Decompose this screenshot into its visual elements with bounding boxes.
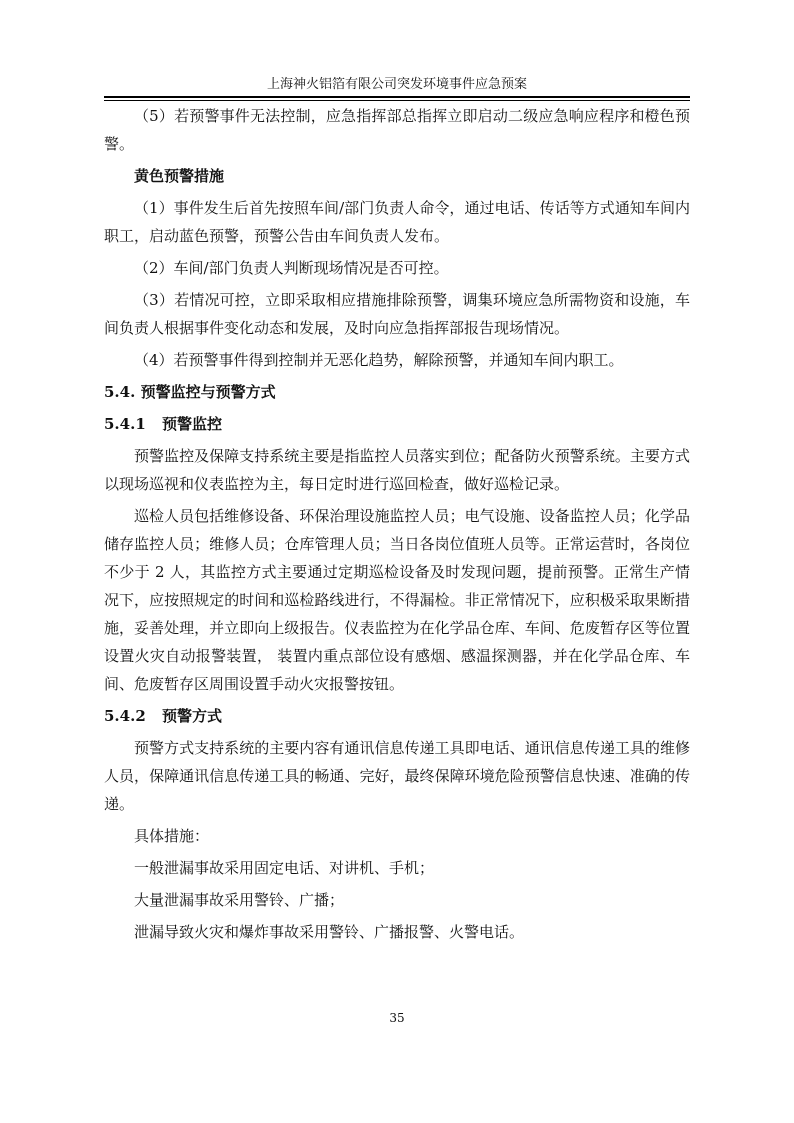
paragraph-inspection-staff: 巡检人员包括维修设备、环保治理设施监控人员；电气设施、设备监控人员；化学品储存监控人员；维修人员；仓库管理人员；当日各岗位值班人员等。正常运营时，各岗位不少于 2 人，其监控方式主要通过定期巡检设备及时发现问题，提前预警。正常生产情况下，应按照规定的时间和巡检路线进行，不得漏检。非正常情况下，应积极采取果断措施，妥善处理，并立即向上级报告。仪表监控为在化学品仓库、车间、危废暂存区等位置设置火灾自动报警装置， 装置内重点部位设有感烟、感温探测器，并在化学品仓库、车间、危废暂存区周围设置手动火灾报警按钮。	[104, 507, 690, 693]
paragraph-fire-explosion: 泄漏导致火灾和爆炸事故采用警铃、广播报警、火警电话。	[134, 923, 525, 941]
header-rule-thin	[104, 100, 690, 101]
section-heading-5-4-2	[104, 702, 690, 730]
running-header: 上海神火铝箔有限公司突发环境事件应急预案	[266, 77, 527, 92]
section-number: 5.4.	[104, 383, 136, 401]
section-title: 预警监控	[162, 415, 223, 433]
paragraph-yellow-step-3: （3）若情况可控，立即采取相应措施排除预警，调集环境应急所需物资和设施，车间负责人根据事件变化动态和发展，及时向应急指挥部报告现场情况。	[104, 291, 690, 337]
header-rule-thick	[104, 96, 690, 98]
section-title: 预警监控与预警方式	[140, 383, 276, 401]
section-heading-5-4	[104, 378, 690, 406]
subheading-yellow-warning: 黄色预警措施	[134, 167, 225, 185]
page-number: 35	[389, 1011, 405, 1025]
paragraph-minor-leak: 一般泄漏事故采用固定电话、对讲机、手机；	[134, 859, 435, 877]
paragraph-orange-warning: （5）若预警事件无法控制，应急指挥部总指挥立即启动二级应急响应程序和橙色预警。	[104, 107, 690, 153]
section-number: 5.4.2	[104, 707, 146, 725]
paragraph-yellow-step-2: （2）车间/部门负责人判断现场情况是否可控。	[134, 259, 449, 277]
paragraph-specific-measures: 具体措施：	[134, 827, 210, 845]
paragraph-major-leak: 大量泄漏事故采用警铃、广播；	[134, 891, 345, 909]
paragraph-yellow-step-1: （1）事件发生后首先按照车间/部门负责人命令，通过电话、传话等方式通知车间内职工，启动蓝色预警，预警公告由车间负责人发布。	[104, 199, 690, 245]
section-number: 5.4.1	[104, 415, 146, 433]
section-heading-5-4-1	[104, 410, 690, 438]
section-title: 预警方式	[162, 707, 223, 725]
page-body	[104, 102, 690, 950]
paragraph-monitoring-overview: 预警监控及保障支持系统主要是指监控人员落实到位；配备防火预警系统。主要方式以现场巡视和仪表监控为主，每日定时进行巡回检查，做好巡检记录。	[104, 447, 690, 493]
paragraph-yellow-step-4: （4）若预警事件得到控制并无恶化趋势，解除预警，并通知车间内职工。	[134, 351, 624, 369]
paragraph-warning-methods: 预警方式支持系统的主要内容有通讯信息传递工具即电话、通讯信息传递工具的维修人员，保障通讯信息传递工具的畅通、完好，最终保障环境危险预警信息快速、准确的传递。	[104, 739, 690, 813]
